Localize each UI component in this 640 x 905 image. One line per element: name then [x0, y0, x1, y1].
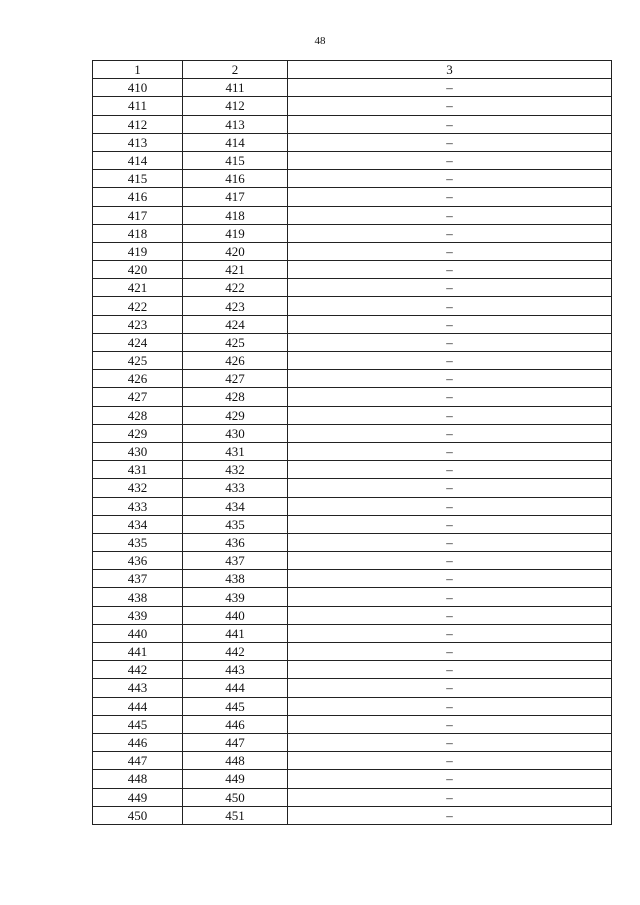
table-row	[93, 515, 612, 533]
table-cell-col-1: 421	[93, 279, 183, 297]
table-row	[93, 661, 612, 679]
table-cell-col-3: –	[288, 715, 612, 733]
table-cell-col-3: –	[288, 552, 612, 570]
table-cell-col-2: 441	[183, 624, 288, 642]
table-cell-col-2: 425	[183, 333, 288, 351]
table-row	[93, 352, 612, 370]
column-header-2: 2	[183, 61, 288, 79]
table-row	[93, 606, 612, 624]
table-row	[93, 497, 612, 515]
table-cell-col-1: 443	[93, 679, 183, 697]
table-cell-col-3: –	[288, 315, 612, 333]
table-row	[93, 424, 612, 442]
table-cell-col-3: –	[288, 497, 612, 515]
table-row	[93, 315, 612, 333]
table-cell-col-1: 436	[93, 552, 183, 570]
table-cell-col-1: 411	[93, 97, 183, 115]
table-cell-col-2: 418	[183, 206, 288, 224]
table-cell-col-2: 428	[183, 388, 288, 406]
table-cell-col-1: 422	[93, 297, 183, 315]
table-cell-col-2: 411	[183, 79, 288, 97]
column-header-3: 3	[288, 61, 612, 79]
table-cell-col-1: 424	[93, 333, 183, 351]
table-cell-col-3: –	[288, 679, 612, 697]
table-cell-col-2: 420	[183, 242, 288, 260]
table-row	[93, 715, 612, 733]
table-cell-col-2: 416	[183, 170, 288, 188]
table-row	[93, 333, 612, 351]
table-cell-col-3: –	[288, 461, 612, 479]
table-cell-col-3: –	[288, 515, 612, 533]
table-cell-col-3: –	[288, 533, 612, 551]
table-cell-col-3: –	[288, 624, 612, 642]
table-cell-col-3: –	[288, 388, 612, 406]
table-cell-col-1: 444	[93, 697, 183, 715]
table-cell-col-2: 413	[183, 115, 288, 133]
table-row	[93, 97, 612, 115]
table-cell-col-2: 427	[183, 370, 288, 388]
table-cell-col-2: 448	[183, 752, 288, 770]
table-cell-col-2: 442	[183, 643, 288, 661]
table-cell-col-1: 433	[93, 497, 183, 515]
table-row	[93, 752, 612, 770]
table-row	[93, 479, 612, 497]
table-cell-col-3: –	[288, 752, 612, 770]
table-row	[93, 133, 612, 151]
table-cell-col-2: 433	[183, 479, 288, 497]
table-cell-col-3: –	[288, 188, 612, 206]
table-row	[93, 388, 612, 406]
table-cell-col-3: –	[288, 697, 612, 715]
table-cell-col-3: –	[288, 242, 612, 260]
table-cell-col-2: 449	[183, 770, 288, 788]
table-cell-col-1: 447	[93, 752, 183, 770]
table-cell-col-3: –	[288, 170, 612, 188]
table-row	[93, 115, 612, 133]
table-cell-col-2: 415	[183, 151, 288, 169]
table-cell-col-1: 429	[93, 424, 183, 442]
table-cell-col-3: –	[288, 115, 612, 133]
table-row	[93, 788, 612, 806]
table-cell-col-1: 434	[93, 515, 183, 533]
table-cell-col-1: 417	[93, 206, 183, 224]
table-cell-col-1: 439	[93, 606, 183, 624]
column-header-1: 1	[93, 61, 183, 79]
table-cell-col-3: –	[288, 479, 612, 497]
table-cell-col-2: 440	[183, 606, 288, 624]
table-row	[93, 188, 612, 206]
table-cell-col-1: 431	[93, 461, 183, 479]
table-cell-col-3: –	[288, 806, 612, 824]
table-row	[93, 570, 612, 588]
table-cell-col-3: –	[288, 261, 612, 279]
table-cell-col-2: 439	[183, 588, 288, 606]
table-cell-col-1: 428	[93, 406, 183, 424]
table-cell-col-1: 442	[93, 661, 183, 679]
table-cell-col-2: 445	[183, 697, 288, 715]
table-cell-col-2: 446	[183, 715, 288, 733]
table-cell-col-2: 435	[183, 515, 288, 533]
table-cell-col-1: 423	[93, 315, 183, 333]
table-row	[93, 242, 612, 260]
table-cell-col-1: 419	[93, 242, 183, 260]
table-header-row	[93, 61, 612, 79]
table-cell-col-2: 423	[183, 297, 288, 315]
table-cell-col-1: 450	[93, 806, 183, 824]
table-cell-col-3: –	[288, 352, 612, 370]
table-row	[93, 370, 612, 388]
table-cell-col-3: –	[288, 297, 612, 315]
table-cell-col-3: –	[288, 570, 612, 588]
table-cell-col-3: –	[288, 97, 612, 115]
table-cell-col-3: –	[288, 206, 612, 224]
table-cell-col-2: 424	[183, 315, 288, 333]
table-cell-col-1: 448	[93, 770, 183, 788]
table-cell-col-3: –	[288, 370, 612, 388]
table-row	[93, 733, 612, 751]
table-cell-col-1: 432	[93, 479, 183, 497]
table-cell-col-1: 420	[93, 261, 183, 279]
table-row	[93, 442, 612, 460]
table-cell-col-1: 441	[93, 643, 183, 661]
table-cell-col-2: 431	[183, 442, 288, 460]
table-cell-col-2: 414	[183, 133, 288, 151]
table-cell-col-1: 418	[93, 224, 183, 242]
table-cell-col-3: –	[288, 333, 612, 351]
table-cell-col-2: 432	[183, 461, 288, 479]
table-cell-col-1: 410	[93, 79, 183, 97]
table-cell-col-2: 429	[183, 406, 288, 424]
table-row	[93, 461, 612, 479]
table-cell-col-1: 435	[93, 533, 183, 551]
table-row	[93, 552, 612, 570]
table-cell-col-1: 414	[93, 151, 183, 169]
table-cell-col-1: 427	[93, 388, 183, 406]
table-cell-col-1: 440	[93, 624, 183, 642]
table-row	[93, 261, 612, 279]
table-cell-col-1: 413	[93, 133, 183, 151]
table-row	[93, 406, 612, 424]
table-cell-col-3: –	[288, 442, 612, 460]
table-cell-col-3: –	[288, 770, 612, 788]
table-cell-col-2: 450	[183, 788, 288, 806]
table-row	[93, 297, 612, 315]
table-cell-col-2: 422	[183, 279, 288, 297]
table-cell-col-3: –	[288, 424, 612, 442]
table-cell-col-1: 416	[93, 188, 183, 206]
table-cell-col-1: 415	[93, 170, 183, 188]
table-cell-col-3: –	[288, 661, 612, 679]
table-cell-col-3: –	[288, 643, 612, 661]
table-cell-col-2: 421	[183, 261, 288, 279]
table-cell-col-2: 430	[183, 424, 288, 442]
table-cell-col-2: 419	[183, 224, 288, 242]
table-row	[93, 79, 612, 97]
table-cell-col-2: 434	[183, 497, 288, 515]
table-cell-col-3: –	[288, 133, 612, 151]
table-row	[93, 770, 612, 788]
table-cell-col-3: –	[288, 606, 612, 624]
table-row	[93, 679, 612, 697]
table-row	[93, 533, 612, 551]
table-cell-col-2: 438	[183, 570, 288, 588]
table-row	[93, 643, 612, 661]
table-body	[93, 79, 612, 825]
table-cell-col-1: 445	[93, 715, 183, 733]
table-row	[93, 206, 612, 224]
table-cell-col-3: –	[288, 151, 612, 169]
table-row	[93, 279, 612, 297]
table-cell-col-1: 425	[93, 352, 183, 370]
table-cell-col-3: –	[288, 224, 612, 242]
table-row	[93, 806, 612, 824]
table-cell-col-3: –	[288, 733, 612, 751]
page-number: 48	[314, 35, 326, 47]
table-cell-col-2: 417	[183, 188, 288, 206]
table-cell-col-1: 449	[93, 788, 183, 806]
table-cell-col-2: 444	[183, 679, 288, 697]
table-cell-col-2: 436	[183, 533, 288, 551]
table-cell-col-2: 443	[183, 661, 288, 679]
table-cell-col-2: 412	[183, 97, 288, 115]
table-cell-col-1: 437	[93, 570, 183, 588]
table-row	[93, 697, 612, 715]
table-row	[93, 624, 612, 642]
table-cell-col-3: –	[288, 406, 612, 424]
table-row	[93, 170, 612, 188]
table-cell-col-2: 451	[183, 806, 288, 824]
table-cell-col-3: –	[288, 588, 612, 606]
table-cell-col-2: 426	[183, 352, 288, 370]
table-row	[93, 151, 612, 169]
table-cell-col-2: 447	[183, 733, 288, 751]
table-cell-col-1: 438	[93, 588, 183, 606]
table-cell-col-2: 437	[183, 552, 288, 570]
table-cell-col-3: –	[288, 79, 612, 97]
table-row	[93, 224, 612, 242]
table-cell-col-1: 426	[93, 370, 183, 388]
table-cell-col-1: 430	[93, 442, 183, 460]
table-cell-col-3: –	[288, 788, 612, 806]
data-table	[92, 60, 612, 825]
table-cell-col-1: 446	[93, 733, 183, 751]
table-cell-col-3: –	[288, 279, 612, 297]
table-cell-col-1: 412	[93, 115, 183, 133]
table-row	[93, 588, 612, 606]
